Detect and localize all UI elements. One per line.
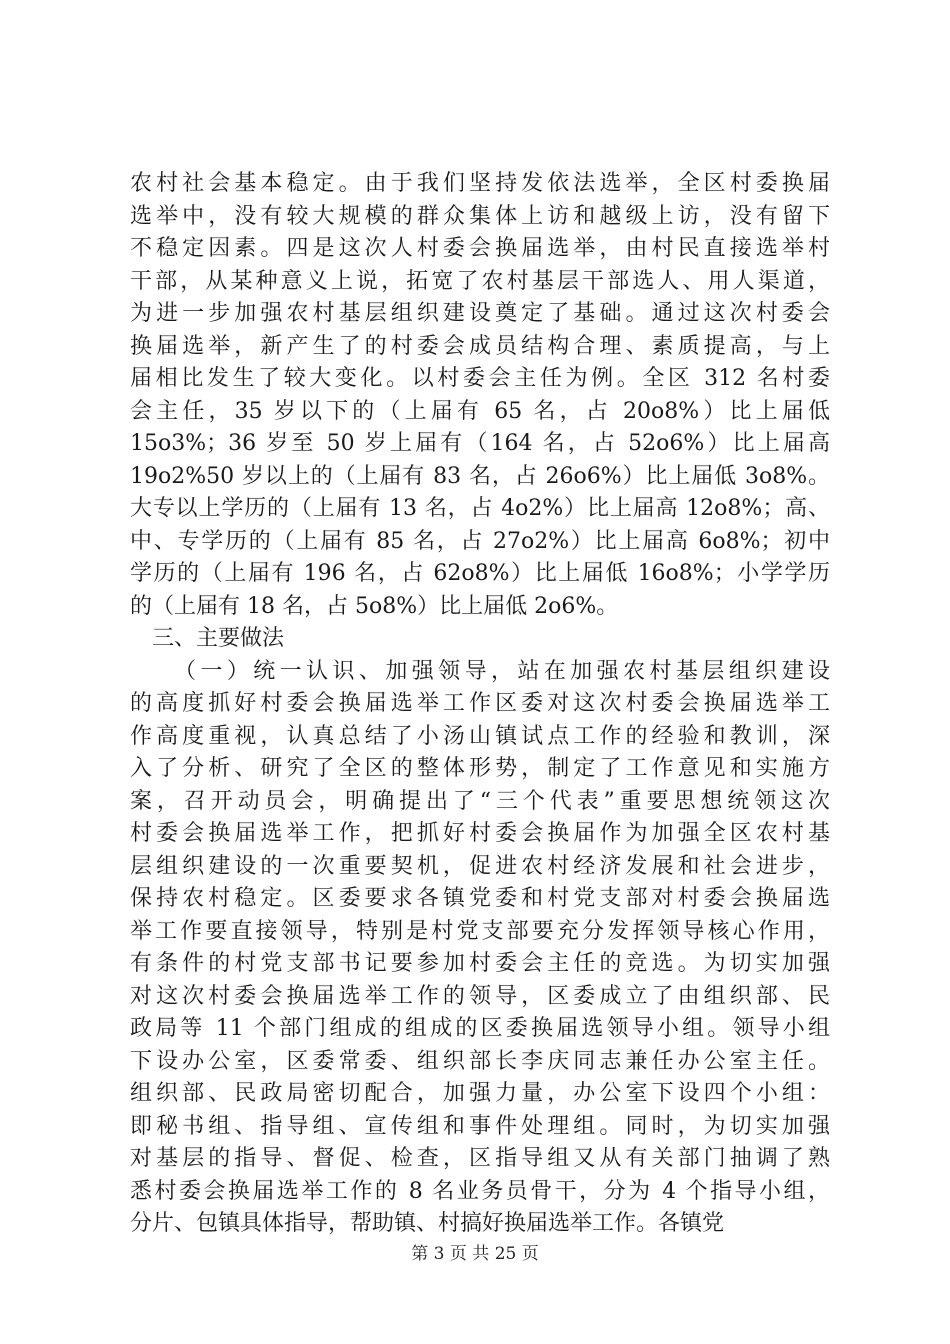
text-line: 届相比发生了较大变化。以村委会主任为例。全区 312 名村委 — [130, 366, 830, 391]
text-line: 19o2%50 岁以上的（上届有 83 名，占 26o6%）比上届低 3o8%。 — [130, 463, 830, 489]
text-line: 政局等 11 个部门组成的组成的区委换届选领导小组。领导小组 — [130, 1016, 830, 1041]
text-line: 15o3%；36 岁至 50 岁上届有（164 名，占 52o6%）比上届高 — [130, 431, 830, 456]
text-line: 大专以上学历的（上届有 13 名，占 4o2%）比上届高 12o8%；高、 — [130, 496, 830, 521]
text-line: 村委会换届选举工作，把抓好村委会换届作为加强全区农村基 — [130, 821, 830, 846]
text-line: 的高度抓好村委会换届选举工作区委对这次村委会换届选举工 — [130, 691, 830, 716]
text-line: 对基层的指导、督促、检查，区指导组又从有关部门抽调了熟 — [130, 1146, 830, 1171]
text-line: 举工作要直接领导，特别是村党支部要充分发挥领导核心作用， — [130, 918, 830, 944]
text-line: 学历的（上届有 196 名，占 62o8%）比上届低 16o8%；小学学历 — [130, 561, 830, 586]
text-line: （一）统一认识、加强领导，站在加强农村基层组织建设 — [174, 658, 830, 684]
text-line: 选举中，没有较大规模的群众集体上访和越级上访，没有留下 — [130, 203, 830, 229]
text-line: 分片、包镇具体指导，帮助镇、村搞好换届选举工作。各镇党 — [130, 1211, 725, 1236]
text-line: 干部，从某种意义上说，拓宽了农村基层干部选人、用人渠道， — [130, 268, 830, 294]
body-text — [130, 168, 830, 1241]
text-line: 层组织建设的一次重要契机，促进农村经济发展和社会进步， — [130, 853, 830, 879]
text-line: 即秘书组、指导组、宣传组和事件处理组。同时，为切实加强 — [130, 1113, 830, 1139]
text-line: 下设办公室，区委常委、组织部长李庆同志兼任办公室主任。 — [130, 1048, 830, 1074]
text-line: 入了分析、研究了全区的整体形势，制定了工作意见和实施方 — [130, 756, 830, 781]
text-line: 农村社会基本稳定。由于我们坚持发依法选举，全区村委换届 — [130, 171, 830, 196]
text-line: 三、主要做法 — [152, 626, 285, 651]
page-footer: 第 3 页 共 25 页 — [411, 1244, 539, 1264]
text-line: 作高度重视，认真总结了小汤山镇试点工作的经验和教训，深 — [130, 723, 830, 749]
text-line: 悉村委会换届选举工作的 8 名业务员骨干，分为 4 个指导小组， — [130, 1178, 830, 1204]
text-line: 有条件的村党支部书记要参加村委会主任的竞选。为切实加强 — [130, 951, 830, 976]
text-line: 的（上届有 18 名，占 5o8%）比上届低 2o6%。 — [130, 593, 619, 619]
text-line: 不稳定因素。四是这次人村委会换届选举，由村民直接选举村 — [130, 236, 830, 261]
text-line: 保持农村稳定。区委要求各镇党委和村党支部对村委会换届选 — [130, 886, 830, 911]
text-line: 为进一步加强农村基层组织建设奠定了基础。通过这次村委会 — [130, 301, 830, 326]
text-line: 案，召开动员会，明确提出了“三个代表”重要思想统领这次 — [130, 788, 830, 814]
text-line: 对这次村委会换届选举工作的领导，区委成立了由组织部、民 — [130, 983, 830, 1009]
text-line: 会主任，35 岁以下的（上届有 65 名，占 20o8%）比上届低 — [130, 398, 830, 424]
text-line: 组织部、民政局密切配合，加强力量，办公室下设四个小组： — [130, 1081, 830, 1106]
text-line: 换届选举，新产生了的村委会成员结构合理、素质提高，与上 — [130, 333, 830, 359]
text-line: 中、专学历的（上届有 85 名，占 27o2%）比上届高 6o8%；初中 — [130, 528, 830, 554]
